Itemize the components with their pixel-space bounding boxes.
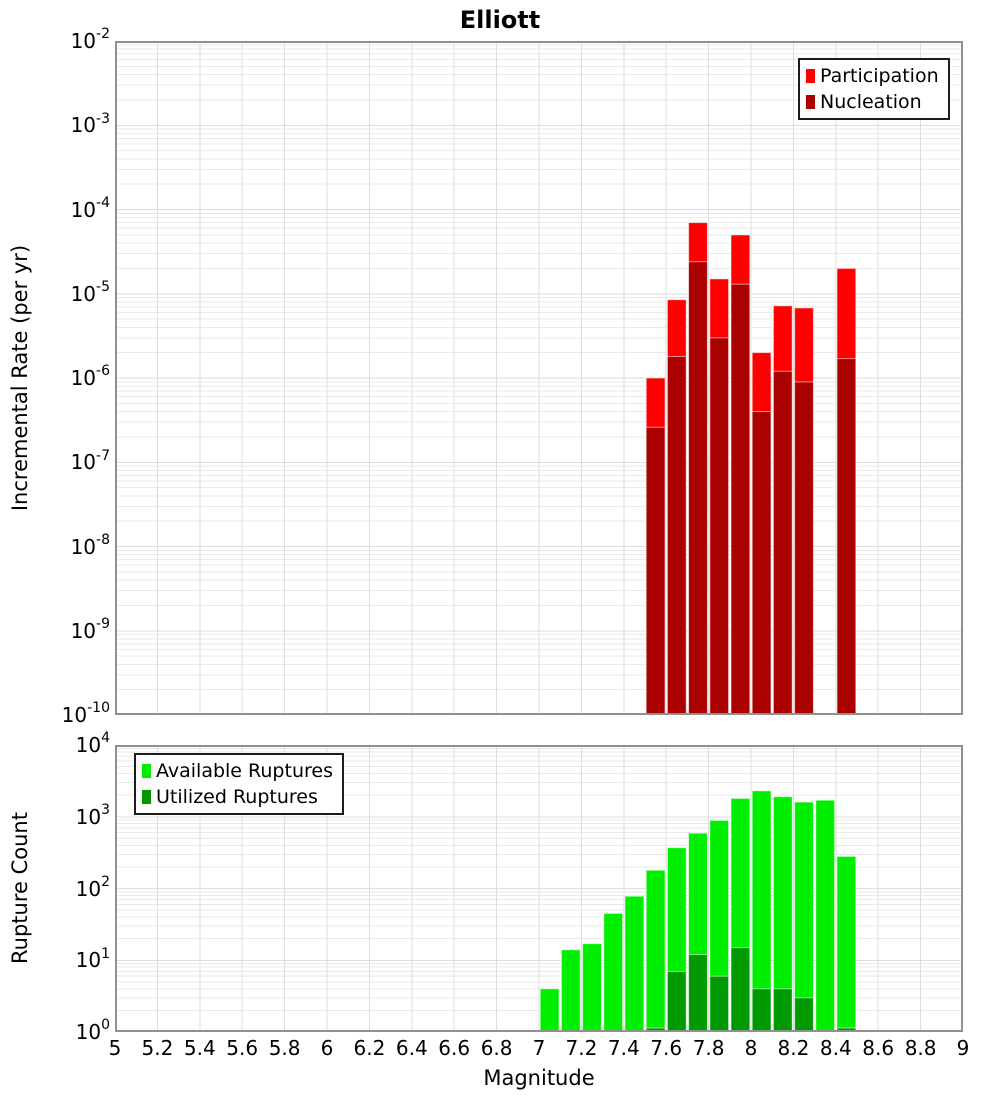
y-tick-label-10e-2: $10^{-2}$ [70, 26, 110, 53]
bar-available-ruptures-m7.15 [561, 950, 580, 1032]
bar-nucleation-m7.55 [646, 427, 665, 715]
x-tick-label-6.8: 6.8 [480, 1036, 513, 1060]
y-tick-label-10e2: $10^2$ [75, 873, 110, 901]
legend-count [134, 753, 344, 815]
x-tick-label-7.6: 7.6 [650, 1036, 683, 1060]
x-tick-label-8.4: 8.4 [819, 1036, 852, 1060]
x-tick-label-9: 9 [956, 1036, 970, 1060]
utilized-ruptures-swatch-icon [142, 790, 151, 804]
legend-item-participation [806, 63, 939, 89]
nucleation-swatch-icon [806, 95, 815, 109]
y-tick-label-10e-8: $10^{-8}$ [70, 531, 110, 559]
rate-y-axis-label: Incremental Rate (per yr) [8, 244, 32, 512]
x-tick-label-8.6: 8.6 [862, 1036, 895, 1060]
participation-swatch-icon [806, 69, 815, 83]
bar-utilized-ruptures-m8.25 [795, 998, 814, 1032]
y-tick-label-10e-3: $10^{-3}$ [70, 110, 110, 138]
bar-nucleation-m7.85 [710, 338, 729, 715]
x-tick-label-6.2: 6.2 [353, 1036, 386, 1060]
bar-utilized-ruptures-m7.65 [667, 971, 686, 1032]
x-tick-label-5.2: 5.2 [141, 1036, 174, 1060]
legend-label-available: Available Ruptures [156, 760, 333, 782]
bar-nucleation-m8.25 [795, 382, 814, 715]
bar-utilized-ruptures-m8.15 [773, 989, 792, 1032]
x-tick-label-8: 8 [744, 1036, 758, 1060]
legend-item-utilized [142, 784, 333, 810]
bar-utilized-ruptures-m7.95 [731, 948, 750, 1032]
x-tick-label-5.8: 5.8 [268, 1036, 301, 1060]
x-tick-label-5.4: 5.4 [183, 1036, 216, 1060]
bar-nucleation-m7.95 [731, 284, 750, 715]
x-tick-label-6.6: 6.6 [438, 1036, 471, 1060]
y-tick-label-10e-7: $10^{-7}$ [70, 447, 110, 475]
x-tick-label-7.4: 7.4 [607, 1036, 640, 1060]
bar-available-ruptures-m7.25 [583, 944, 602, 1032]
y-tick-label-10e3: $10^3$ [75, 802, 110, 829]
bar-available-ruptures-m8.35 [816, 800, 835, 1032]
x-tick-label-5: 5 [108, 1036, 122, 1060]
bar-nucleation-m8.15 [773, 371, 792, 715]
legend-item-nucleation [806, 89, 939, 115]
y-tick-label-10e-4: $10^{-4}$ [70, 194, 110, 222]
legend-rate [798, 58, 950, 120]
legend-label-participation: Participation [820, 65, 939, 87]
count-y-axis-label: Rupture Count [8, 812, 32, 964]
x-tick-label-8.8: 8.8 [904, 1036, 937, 1060]
bar-available-ruptures-m7.55 [646, 870, 665, 1032]
bar-available-ruptures-m7.05 [540, 989, 559, 1032]
x-tick-label-5.6: 5.6 [226, 1036, 259, 1060]
page-title: Elliott [459, 6, 541, 34]
y-tick-label-10e1: $10^1$ [75, 945, 110, 973]
bar-available-ruptures-m7.35 [604, 913, 623, 1032]
y-tick-label-10e-9: $10^{-9}$ [70, 616, 110, 643]
x-tick-label-7.2: 7.2 [565, 1036, 598, 1060]
available-ruptures-swatch-icon [142, 764, 151, 778]
rate-chart-plot-area [115, 41, 963, 715]
legend-label-nucleation: Nucleation [820, 91, 922, 113]
bar-nucleation-m7.65 [667, 357, 686, 716]
bar-utilized-ruptures-m7.75 [689, 955, 708, 1032]
x-tick-label-6: 6 [320, 1036, 334, 1060]
bar-nucleation-m8.05 [752, 412, 771, 716]
bar-available-ruptures-m7.45 [625, 896, 644, 1032]
bar-utilized-ruptures-m8.05 [752, 989, 771, 1032]
x-tick-label-6.4: 6.4 [395, 1036, 428, 1060]
y-tick-label-10e-6: $10^{-6}$ [70, 363, 110, 390]
legend-item-available [142, 758, 333, 784]
y-tick-label-10e4: $10^4$ [75, 730, 110, 757]
x-axis-label: Magnitude [483, 1066, 595, 1090]
x-tick-label-8.2: 8.2 [777, 1036, 810, 1060]
y-tick-label-10e-10: $10^{-10}$ [61, 700, 110, 727]
bar-nucleation-m7.75 [689, 262, 708, 715]
bar-utilized-ruptures-m7.85 [710, 976, 729, 1032]
bar-nucleation-m8.45 [837, 359, 856, 715]
x-tick-label-7: 7 [532, 1036, 546, 1060]
y-tick-label-10e0: $10^0$ [75, 1017, 110, 1044]
x-tick-label-7.8: 7.8 [692, 1036, 725, 1060]
bar-available-ruptures-m8.45 [837, 856, 856, 1032]
legend-label-utilized: Utilized Ruptures [156, 786, 318, 808]
y-tick-label-10e-5: $10^{-5}$ [70, 279, 110, 306]
